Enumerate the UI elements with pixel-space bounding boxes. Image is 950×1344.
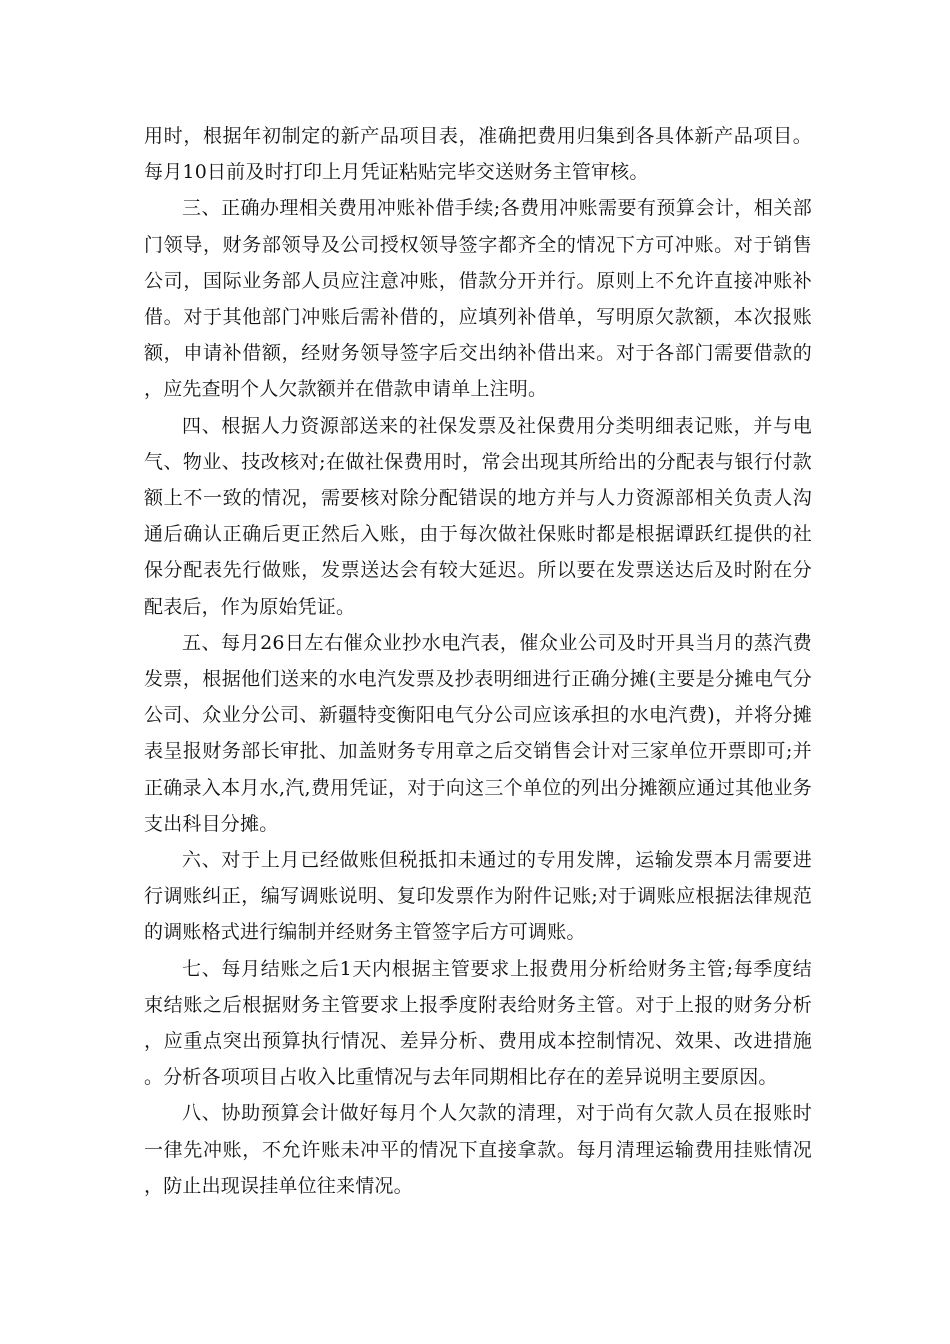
paragraph-section-3: 三、正确办理相关费用冲账补借手续;各费用冲账需要有预算会计，相关部门领导，财务部领导及公司授权领导签字都齐全的情况下方可冲账。对于销售公司，国际业务部人员应注意冲账，借款分开并行。原则上不允许直接冲账补借。对于其他部门冲账后需补借的，应填列补借单，写明原欠款额，本次报账额，申请补借额，经财务领导签字后交出纳补借出来。对于各部门需要借款的，应先查明个人欠款额并在借款申请单上注明。	[144, 197, 812, 401]
paragraph-continuation: 用时，根据年初制定的新产品项目表，准确把费用归集到各具体新产品项目。每月10日前及时打印上月凭证粘贴完毕交送财务主管审核。	[144, 125, 812, 184]
paragraph-section-6: 六、对于上月已经做账但税抵扣未通过的专用发牌，运输发票本月需要进行调账纠正，编写调账说明、复印发票作为附件记账;对于调账应根据法律规范的调账格式进行编制并经财务主管签字后方可调账。	[144, 849, 812, 944]
paragraph-section-7: 七、每月结账之后1天内根据主管要求上报费用分析给财务主管;每季度结束结账之后根据财务主管要求上报季度附表给财务主管。对于上报的财务分析，应重点突出预算执行情况、差异分析、费用成本控制情况、效果、改进措施。分析各项项目占收入比重情况与去年同期相比存在的差异说明主要原因。	[144, 957, 812, 1089]
paragraph-section-4: 四、根据人力资源部送来的社保发票及社保费用分类明细表记账，并与电气、物业、技改核对;在做社保费用时，常会出现其所给出的分配表与银行付款额上不一致的情况，需要核对除分配错误的地方并与人力资源部相关负责人沟通后确认正确后更正然后入账，由于每次做社保账时都是根据谭跃红提供的社保分配表先行做账，发票送达会有较大延迟。所以要在发票送达后及时附在分配表后，作为原始凭证。	[144, 414, 812, 618]
paragraph-section-8: 八、协助预算会计做好每月个人欠款的清理，对于尚有欠款人员在报账时一律先冲账，不允许账未冲平的情况下直接拿款。每月清理运输费用挂账情况，防止出现误挂单位往来情况。	[144, 1102, 812, 1197]
document-body	[144, 118, 812, 1204]
paragraph-section-5: 五、每月26日左右催众业抄水电汽表，催众业公司及时开具当月的蒸汽费发票，根据他们送来的水电汽发票及抄表明细进行正确分摊(主要是分摊电气分公司、众业分公司、新疆特变衡阳电气分公司应该承担的水电汽费)，并将分摊表呈报财务部长审批、加盖财务专用章之后交销售会计对三家单位开票即可;并正确录入本月水,汽,费用凭证，对于向这三个单位的列出分摊额应通过其他业务支出科目分摊。	[144, 631, 812, 835]
